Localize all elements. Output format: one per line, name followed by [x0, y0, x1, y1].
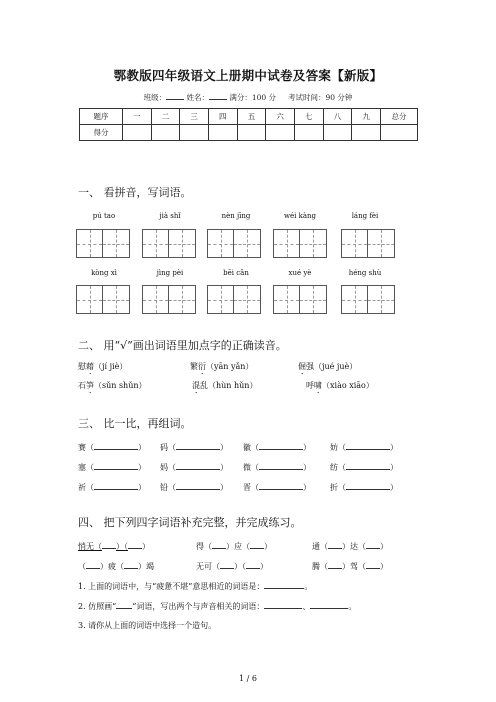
idiom-row-1b [196, 540, 272, 552]
score-cell[interactable] [123, 125, 152, 141]
table-cell: 五 [237, 109, 266, 125]
answer-blank[interactable] [328, 540, 342, 549]
pinyin-options[interactable]: （xiào xiāo） [322, 381, 374, 390]
close-paren: ） [303, 483, 311, 492]
reading-item [190, 361, 253, 376]
score-cell[interactable] [237, 125, 266, 141]
table-cell: 四 [208, 109, 237, 125]
pinyin-label: wéi kàng [283, 212, 316, 220]
dotted-char: 混 [192, 381, 200, 390]
answer-blank[interactable] [176, 461, 220, 470]
close-paren: ） [220, 463, 228, 472]
question-text: 1. 上面的词语中，与“疲惫不堪”意思相近的词语是： [78, 582, 265, 591]
idiom-text: ）驾（ [342, 562, 366, 571]
score-table-header-row [80, 109, 418, 125]
char-label: 徽（ [243, 443, 259, 452]
table-cell: 一 [123, 109, 152, 125]
idiom-text: 悄无（ [78, 542, 102, 551]
score-cell[interactable] [323, 125, 352, 141]
section-4-title: 四、 把下列四字词语补充完整，并完成练习。 [78, 516, 302, 529]
answer-blank[interactable] [346, 461, 390, 470]
answer-blank[interactable] [246, 560, 260, 569]
score-table-score-row [80, 125, 418, 141]
table-cell: 题序 [80, 109, 123, 125]
answer-blank[interactable] [250, 540, 264, 549]
answer-blank[interactable] [124, 560, 138, 569]
table-cell: 七 [294, 109, 323, 125]
answer-blank[interactable] [264, 580, 304, 589]
char-label: 微（ [243, 463, 259, 472]
idiom-text: ） [380, 562, 388, 571]
compare-item [160, 461, 228, 473]
section-1-title: 一、 看拼音，写词语。 [78, 186, 192, 199]
answer-blank[interactable] [176, 441, 220, 450]
answer-blank[interactable] [220, 560, 234, 569]
punctuation: 、 [302, 602, 311, 611]
idiom-text: 通（ [312, 542, 328, 551]
writing-grid[interactable] [207, 229, 261, 258]
idiom-row-2 [78, 560, 154, 572]
answer-blank[interactable] [94, 481, 138, 490]
writing-grid[interactable] [76, 285, 130, 314]
idiom-text: 腾（ [312, 562, 328, 571]
idiom-text: ） [142, 542, 150, 551]
idiom-text: 得（ [196, 542, 212, 551]
idiom-row-1c [312, 540, 388, 552]
word-char: 慰 [78, 362, 86, 371]
answer-blank[interactable] [366, 540, 380, 549]
word-char: 呼 [306, 381, 314, 390]
close-paren: ） [303, 443, 311, 452]
close-paren: ） [220, 443, 228, 452]
idiom-row-1 [78, 540, 150, 552]
pinyin-label: xué yè [288, 269, 312, 277]
question-3: 3. 请你从上面的词语中选择一个造句。 [78, 621, 217, 630]
full-score-label: 满分：100 分 [229, 93, 277, 102]
reading-item [78, 361, 127, 376]
writing-grid[interactable] [341, 285, 395, 314]
compare-item [243, 441, 311, 453]
writing-grid[interactable] [273, 229, 327, 258]
idiom-text: ）达（ [342, 542, 366, 551]
punctuation: 。 [304, 582, 313, 591]
document-title: 鄂教版四年级语文上册期中试卷及答案【新版】 [113, 68, 383, 83]
section-2-title: 二、 用“√”画出词语里加点字的正确读音。 [78, 339, 287, 352]
idiom-text: ） [380, 542, 388, 551]
pinyin-options[interactable]: （hùn hǔn） [208, 381, 258, 390]
score-table [79, 108, 418, 141]
writing-grid[interactable] [341, 229, 395, 258]
char-label: 折（ [330, 483, 346, 492]
compare-item [160, 441, 228, 453]
dotted-char: 倔 [298, 362, 306, 371]
section-3-title: 三、 比一比，再组词。 [78, 417, 192, 430]
question-2 [78, 600, 356, 612]
example-blank [116, 600, 132, 609]
close-paren: ） [303, 463, 311, 472]
writing-grid[interactable] [76, 229, 130, 258]
char-label: 祈（ [78, 483, 94, 492]
reading-item [298, 361, 357, 376]
word-char: 繁 [190, 362, 198, 371]
compare-item [160, 481, 228, 493]
score-cell[interactable] [151, 125, 180, 141]
pinyin-options[interactable]: （yān yǎn） [206, 362, 254, 371]
word-char: 石 [78, 381, 86, 390]
answer-blank[interactable] [86, 560, 100, 569]
idiom-text: ） [264, 542, 272, 551]
writing-grid[interactable] [142, 229, 196, 258]
table-cell: 八 [323, 109, 352, 125]
answer-blank[interactable] [212, 540, 226, 549]
score-cell[interactable] [208, 125, 237, 141]
pinyin-label: pú tao [92, 212, 116, 220]
char-label: 码（ [160, 443, 176, 452]
close-paren: ） [138, 443, 146, 452]
pinyin-label: héng shù [348, 269, 382, 277]
pinyin-label: jià shǐ [159, 212, 181, 220]
score-cell[interactable] [266, 125, 295, 141]
idiom-row-2c [312, 560, 388, 572]
char-label: 妨（ [330, 443, 346, 452]
char-label: 赛（ [78, 443, 94, 452]
table-cell: 二 [151, 109, 180, 125]
char-label: 晋（ [243, 483, 259, 492]
table-cell: 总分 [381, 109, 418, 125]
exam-info [0, 91, 496, 103]
compare-item [78, 481, 146, 493]
close-paren: ） [220, 483, 228, 492]
word-char: 乱 [200, 381, 208, 390]
question-text: 2. 仿照画“ [78, 602, 117, 611]
question-text: ”词语，写出两个与声音相关的词语： [132, 602, 265, 611]
idiom-text: ）（ [116, 542, 128, 551]
close-paren: ） [390, 443, 398, 452]
dotted-char: 笋 [86, 381, 94, 390]
answer-blank[interactable] [259, 481, 303, 490]
idiom-row-2b [196, 560, 268, 572]
pinyin-options[interactable]: （sǔn shǔn） [94, 381, 147, 390]
answer-blank[interactable] [346, 481, 390, 490]
char-label: 妈（ [160, 463, 176, 472]
dotted-char: 啸 [314, 381, 322, 390]
score-cell[interactable] [294, 125, 323, 141]
compare-item [243, 481, 311, 493]
compare-item [243, 461, 311, 473]
close-paren: ） [138, 483, 146, 492]
question-1 [78, 580, 312, 592]
class-label: 班级： [143, 93, 167, 102]
score-cell[interactable] [352, 125, 381, 141]
pinyin-options[interactable]: （jí jiè） [94, 362, 128, 371]
writing-grid[interactable] [207, 285, 261, 314]
pinyin-label: nèn jīng [221, 212, 251, 220]
page-number: 1 / 6 [239, 674, 257, 683]
reading-item [306, 380, 374, 395]
idiom-text: ）竭 [138, 562, 154, 571]
exam-time-label: 考试时间：90 分钟 [287, 93, 353, 102]
idiom-text: ）疲（ [100, 562, 124, 571]
answer-blank[interactable] [328, 560, 342, 569]
answer-blank[interactable] [102, 540, 116, 549]
table-cell: 得分 [80, 125, 123, 141]
writing-grid[interactable] [273, 285, 327, 314]
answer-blank[interactable] [264, 600, 302, 609]
table-cell: 三 [180, 109, 209, 125]
compare-item [330, 481, 398, 493]
score-cell[interactable] [381, 125, 418, 141]
table-cell: 九 [352, 109, 381, 125]
close-paren: ） [390, 463, 398, 472]
name-label: 姓名： [186, 93, 209, 102]
score-cell[interactable] [180, 125, 209, 141]
close-paren: ） [390, 483, 398, 492]
answer-blank[interactable] [346, 441, 390, 450]
pinyin-label: bēi cǎn [223, 269, 249, 277]
reading-item [192, 380, 257, 395]
compare-item [330, 441, 398, 453]
answer-blank[interactable] [366, 560, 380, 569]
answer-blank[interactable] [259, 461, 303, 470]
char-label: 铅（ [160, 483, 176, 492]
pinyin-label: láng fèi [351, 212, 379, 220]
idiom-text: ） [260, 562, 268, 571]
table-cell: 六 [266, 109, 295, 125]
answer-blank[interactable] [259, 441, 303, 450]
answer-blank[interactable] [128, 540, 142, 549]
name-blank [209, 91, 227, 100]
pinyin-label: jìng pèi [156, 269, 184, 277]
idiom-text: 无可（ [196, 562, 220, 571]
dotted-char: 衍 [198, 362, 206, 371]
char-label: 纺（ [330, 463, 346, 472]
answer-blank[interactable] [94, 441, 138, 450]
idiom-text: ）应（ [226, 542, 250, 551]
compare-item [78, 441, 146, 453]
compare-item [78, 461, 146, 473]
idiom-text: ）（ [234, 562, 246, 571]
compare-item [330, 461, 398, 473]
punctuation: 。 [348, 602, 357, 611]
writing-grid[interactable] [142, 285, 196, 314]
answer-blank[interactable] [310, 600, 348, 609]
dotted-char: 藉 [86, 362, 94, 371]
close-paren: ） [138, 463, 146, 472]
char-label: 塞（ [78, 463, 94, 472]
pinyin-label: kòng xì [91, 269, 117, 277]
class-blank [166, 91, 184, 100]
idiom-text: （ [78, 562, 86, 571]
answer-blank[interactable] [176, 481, 220, 490]
reading-item [78, 380, 147, 395]
pinyin-options[interactable]: （jué juè） [314, 362, 358, 371]
answer-blank[interactable] [94, 461, 138, 470]
word-char: 强 [306, 362, 314, 371]
